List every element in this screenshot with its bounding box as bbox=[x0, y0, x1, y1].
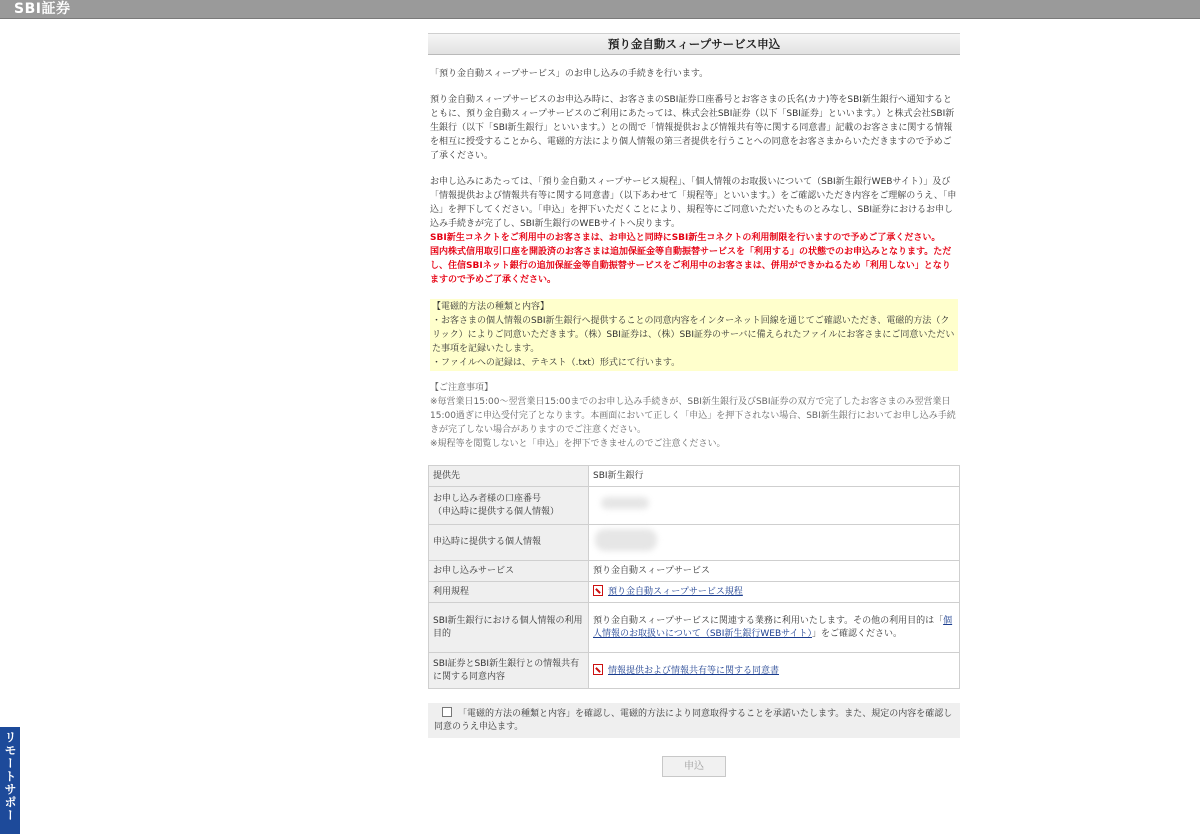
remote-support-tab[interactable]: リモートサポー bbox=[0, 727, 20, 834]
purpose-text-post: 」をご確認ください。 bbox=[812, 628, 903, 639]
caution-item-2: ※規程等を閲覧しないと「申込」を押下できませんのでご注意ください。 bbox=[430, 439, 726, 449]
caution-section bbox=[430, 381, 958, 451]
agreement-box bbox=[428, 703, 960, 738]
table-row bbox=[429, 487, 960, 525]
row-label: 利用規程 bbox=[429, 582, 589, 603]
terms-paragraph: お申し込みにあたっては、「預り金自動スィープサービス規程」、「個人情報のお取扱いについて（SBI新生銀行WEBサイト）」及び「情報提供および情報共有等に関する同意書」（以下あわせて「規程等」といいます。）をご確認いただき内容をご理解のうえ、「申込」を押下してください。「申込」を押下いただくことにより、規程等にご同意いただいたものとみなし、SBI証券におけるお申し込み手続きが完了し、SBI新生銀行のWEBサイトへ戻ります。 bbox=[430, 177, 957, 229]
row-label: SBI新生銀行における個人情報の利用目的 bbox=[429, 603, 589, 653]
consent-pdf-link[interactable]: 情報提供および情報共有等に関する同意書 bbox=[608, 665, 780, 676]
privacy-policy-link[interactable]: 個人情報のお取扱いについて（SBI新生銀行WEBサイト） bbox=[593, 615, 953, 639]
caution-item-1: ※毎営業日15:00～翌営業日15:00までのお申し込み手続きが、SBI新生銀行及びSBI証券の双方で完了したお客さまのみ翌営業日15:00過ぎに申込受付完了となります。本画面において正しく「申込」を押下されない場合、SBI新生銀行においてお申し込み手続きが完了しない場合がありますのでご注意ください。 bbox=[430, 397, 956, 435]
table-row bbox=[429, 582, 960, 603]
table-row bbox=[429, 603, 960, 653]
row-label: 提供先 bbox=[429, 466, 589, 487]
caution-title: 【ご注意事項】 bbox=[430, 383, 494, 393]
agree-checkbox[interactable] bbox=[442, 707, 452, 717]
margin-warning: 国内株式信用取引口座を開設済のお客さまは追加保証金等自動振替サービスを「利用する」の状態でのお申込みとなります。ただし、住信SBIネット銀行の追加保証金等自動振替サービスをご利用中のお客さまは、併用ができかねるため「利用しない」となりますので予めご了承ください。 bbox=[430, 247, 952, 285]
row-value: SBI新生銀行 bbox=[589, 466, 960, 487]
row-label: お申し込みサービス bbox=[429, 561, 589, 582]
electronic-method-notice bbox=[430, 299, 958, 371]
main-content bbox=[428, 33, 960, 777]
connect-warning: SBI新生コネクトをご利用中のお客さまは、お申込と同時にSBI新生コネクトの利用制限を行いますので予めご了承ください。 bbox=[430, 233, 941, 243]
terms-pdf-link[interactable]: 預り金自動スィープサービス規程 bbox=[608, 587, 743, 597]
purpose-cell bbox=[589, 603, 960, 653]
description bbox=[428, 55, 960, 451]
row-label: SBI証券とSBI新生銀行との情報共有に関する同意内容 bbox=[429, 653, 589, 689]
sbi-logo[interactable]: SBI証券 bbox=[14, 1, 71, 17]
purpose-text-pre: 預り金自動スィープサービスに関連する業務に利用いたします。その他の利用目的は「 bbox=[593, 615, 944, 626]
page-title: 預り金自動スィープサービス申込 bbox=[428, 33, 960, 55]
submit-area bbox=[428, 754, 960, 777]
submit-button[interactable]: 申込 bbox=[662, 756, 726, 777]
table-row bbox=[429, 525, 960, 561]
notice-item-1: ・お客さまの個人情報のSBI新生銀行へ提供することの同意内容をインターネット回線を通じてご確認いただき、電磁的方法（クリック）によりご同意いただきます。（株）SBI証券は、（株）SBI証券のサーバに備えられたファイルにお客さまにご同意いただいた事項を記録いたします。 bbox=[432, 316, 955, 354]
agree-label[interactable]: 「電磁的方法の種類と内容」を確認し、電磁的方法により同意取得することを承諾いたします。また、規定の内容を確認し同意のうえ申込ます。 bbox=[434, 709, 953, 732]
application-info-table bbox=[428, 465, 960, 689]
redacted-personal-info bbox=[595, 529, 657, 551]
personal-info-value bbox=[589, 525, 960, 561]
row-label: お申し込み者様の口座番号 （申込時に提供する個人情報） bbox=[429, 487, 589, 525]
consent-link-cell bbox=[589, 653, 960, 689]
table-row bbox=[429, 466, 960, 487]
terms-link-cell bbox=[589, 582, 960, 603]
pdf-icon bbox=[593, 664, 603, 675]
notice-title: 【電磁的方法の種類と内容】 bbox=[432, 302, 550, 312]
row-label: 申込時に提供する個人情報 bbox=[429, 525, 589, 561]
pdf-icon bbox=[593, 585, 603, 596]
table-row bbox=[429, 561, 960, 582]
account-number-value bbox=[589, 487, 960, 525]
row-value: 預り金自動スィープサービス bbox=[589, 561, 960, 582]
top-bar bbox=[0, 0, 1200, 19]
redacted-account-number bbox=[601, 497, 649, 509]
intro-text: 「預り金自動スィープサービス」のお申し込みの手続きを行います。 bbox=[430, 69, 709, 79]
privacy-paragraph: 預り金自動スィープサービスのお申込み時に、お客さまのSBI証券口座番号とお客さまの氏名(カナ)等をSBI新生銀行へ通知するとともに、預り金自動スィープサービスのご利用にあたっては、株式会社SBI証券（以下「SBI証券」といいます。）と株式会社SBI新生銀行（以下「SBI新生銀行」といいます。）との間で「情報提供および情報共有等に関する同意書」記載のお客さまに関する情報を相互に授受することから、電磁的方法により個人情報の第三者提供を行うことへの同意をお客さまからいただきますので予めご了承ください。 bbox=[430, 95, 955, 161]
table-row bbox=[429, 653, 960, 689]
notice-item-2: ・ファイルへの記録は、テキスト（.txt）形式にて行います。 bbox=[432, 358, 681, 368]
